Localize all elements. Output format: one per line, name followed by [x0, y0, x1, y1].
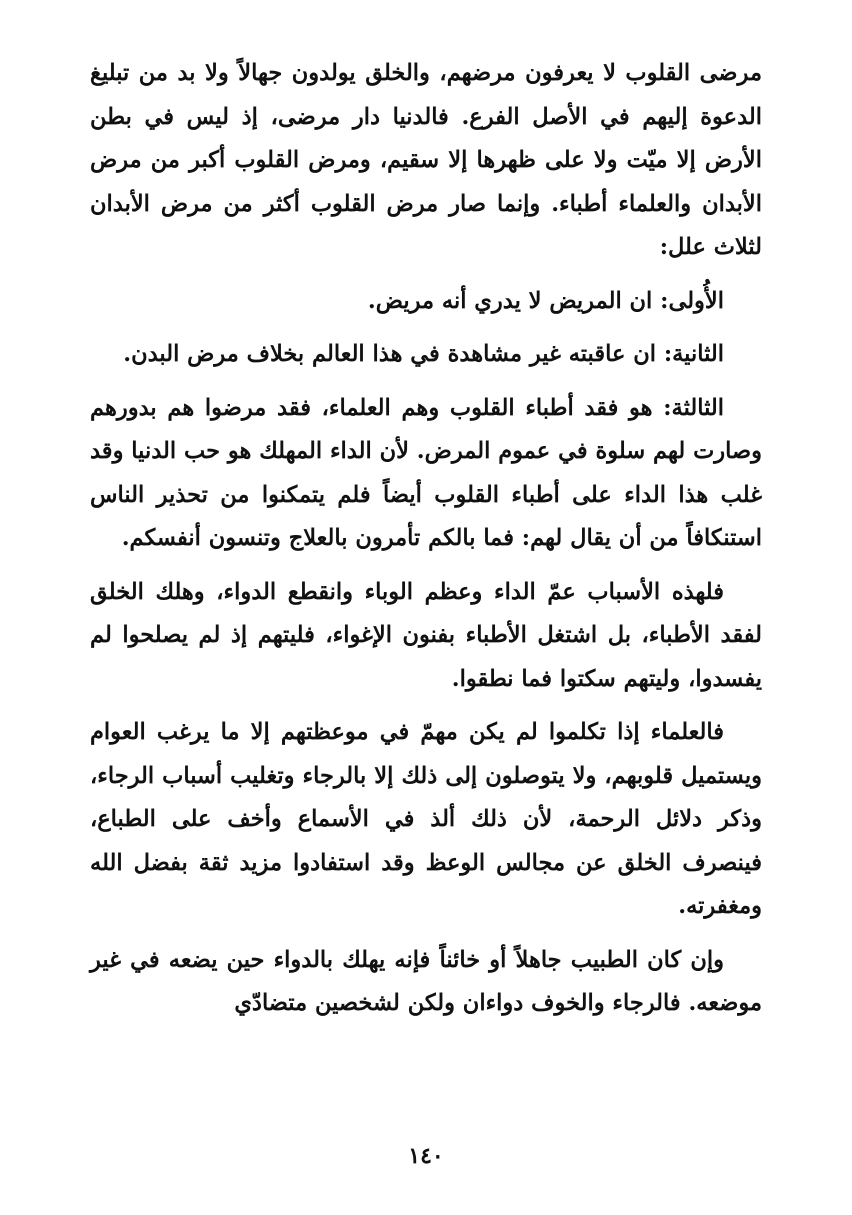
paragraph-1: مرضى القلوب لا يعرفون مرضهم، والخلق يولدون جهالاً ولا بد من تبليغ الدعوة إليهم في الأصل الفرع. فالدنيا دار مرضى، إذ ليس في بطن الأرض إلا ميّت ولا على ظهرها إلا سقيم، ومرض القلوب أكبر من مرض الأبدان والعلماء أطباء. وإنما صار مرض القلوب أكثر من مرض الأبدان لثلاث علل: [90, 60, 762, 260]
paragraph-4-third-cause: الثالثة: هو فقد أطباء القلوب وهم العلماء، فقد مرضوا هم بدورهم وصارت لهم سلوة في عموم المرض. لأن الداء المهلك هو حب الدنيا وقد غلب هذا الداء على أطباء القلوب أيضاً فلم يتمكنوا من تحذير الناس استنكافاً من أن يقال لهم: فما بالكم تأمرون بالعلاج وتنسون أنفسكم. [90, 394, 762, 551]
paragraph-5: فلهذه الأسباب عمّ الداء وعظم الوباء وانقطع الدواء، وهلك الخلق لفقد الأطباء، بل اشتغل الأطباء بفنون الإغواء، فليتهم إذ لم يصلحوا لم يفسدوا، وليتهم سكتوا فما نطقوا. [90, 578, 762, 692]
paragraph-7: وإن كان الطبيب جاهلاً أو خائناً فإنه يهلك بالدواء حين يضعه في غير موضعه. فالرجاء والخوف دواءان ولكن لشخصين متضادّي [90, 946, 762, 1016]
paragraph-6: فالعلماء إذا تكلموا لم يكن مهمّ في موعظتهم إلا ما يرغب العوام ويستميل قلوبهم، ولا يتوصلون إلى ذلك إلا بالرجاء وتغليب أسباب الرجاء، وذكر دلائل الرحمة، لأن ذلك ألذ في الأسماع وأخف على الطباع، فينصرف الخلق عن مجالس الوعظ وقد استفادوا مزيد ثقة بفضل الله ومغفرته. [90, 719, 762, 919]
page-number: ١٤٠ [408, 1143, 444, 1169]
paragraph-2-first-cause: الأُولى: ان المريض لا يدري أنه مريض. [367, 287, 724, 314]
document-body [90, 52, 762, 1036]
paragraph-3-second-cause: الثانية: ان عاقبته غير مشاهدة في هذا العالم بخلاف مرض البدن. [123, 341, 724, 367]
